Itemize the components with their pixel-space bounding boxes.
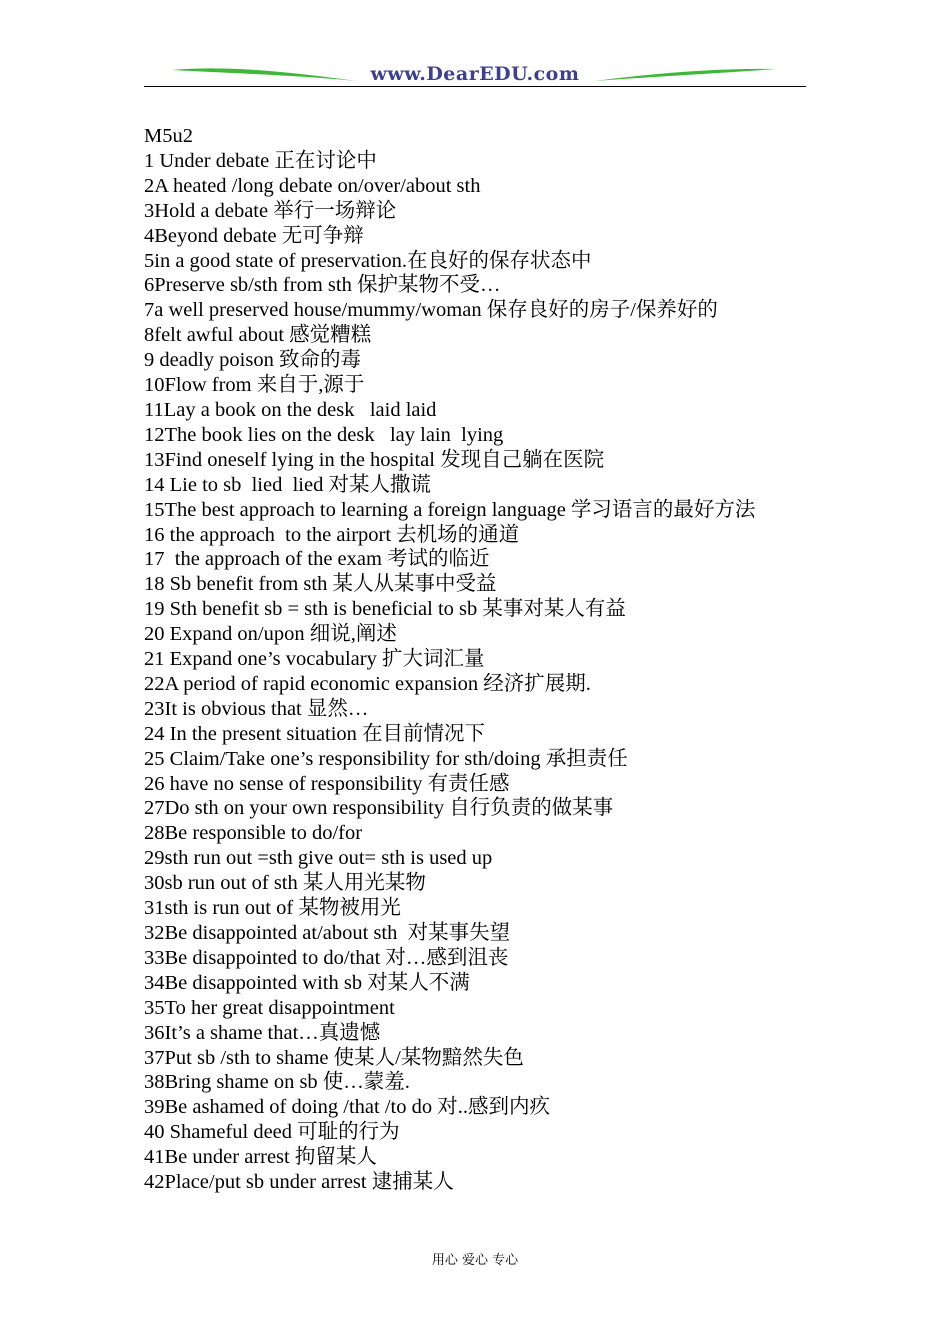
- list-item: 33Be disappointed to do/that 对…感到沮丧: [144, 946, 509, 969]
- list-item: 3Hold a debate 举行一场辩论: [144, 199, 397, 222]
- list-item: 38Bring shame on sb 使…蒙羞.: [144, 1071, 410, 1094]
- header-divider: [144, 86, 806, 87]
- page-footer: 用心 爱心 专心: [431, 1253, 519, 1268]
- list-item: 10Flow from 来自于,源于: [144, 374, 365, 397]
- list-item: 26 have no sense of responsibility 有责任感: [144, 772, 510, 795]
- list-item: 29sth run out =sth give out= sth is used up: [144, 847, 493, 870]
- list-item: 34Be disappointed with sb 对某人不满: [144, 971, 470, 994]
- list-item: 17 the approach of the exam 考试的临近: [144, 548, 490, 571]
- page-header: [144, 62, 806, 90]
- list-item: 41Be under arrest 拘留某人: [144, 1146, 377, 1169]
- list-item: 27Do sth on your own responsibility 自行负责的做某事: [144, 797, 614, 820]
- list-item: 13Find oneself lying in the hospital 发现自己躺在医院: [144, 448, 605, 471]
- vocabulary-list: [144, 124, 806, 1195]
- list-item: 1 Under debate 正在讨论中: [144, 149, 377, 172]
- list-item: 21 Expand one’s vocabulary 扩大词汇量: [144, 648, 485, 671]
- list-item: 39Be ashamed of doing /that /to do 对..感到内疚: [144, 1096, 550, 1119]
- list-item: 14 Lie to sb lied lied 对某人撒谎: [144, 473, 431, 496]
- list-item: 24 In the present situation 在目前情况下: [144, 722, 486, 745]
- list-item: 15The best approach to learning a foreign language 学习语言的最好方法: [144, 498, 756, 521]
- list-item: 9 deadly poison 致命的毒: [144, 349, 361, 372]
- list-item: 23It is obvious that 显然…: [144, 697, 369, 720]
- list-item: 42Place/put sb under arrest 逮捕某人: [144, 1171, 454, 1194]
- list-item: 35To her great disappointment: [144, 996, 395, 1019]
- list-item: 30sb run out of sth 某人用光某物: [144, 872, 426, 895]
- list-item: 25 Claim/Take one’s responsibility for sth/doing 承担责任: [144, 747, 628, 770]
- list-item: 18 Sb benefit from sth 某人从某事中受益: [144, 573, 497, 596]
- list-item: 11Lay a book on the desk laid laid: [144, 398, 437, 421]
- list-item: 37Put sb /sth to shame 使某人/某物黯然失色: [144, 1046, 524, 1069]
- list-item: 16 the approach to the airport 去机场的通道: [144, 523, 520, 546]
- list-item: 31sth is run out of 某物被用光: [144, 897, 401, 920]
- list-item: 36It’s a shame that…真遗憾: [144, 1021, 381, 1044]
- list-item: 2A heated /long debate on/over/about sth: [144, 174, 481, 197]
- list-item: 40 Shameful deed 可耻的行为: [144, 1121, 400, 1144]
- list-item: 28Be responsible to do/for: [144, 822, 363, 845]
- list-item: 7a well preserved house/mummy/woman 保存良好的房子/保养好的: [144, 299, 718, 322]
- list-item: 4Beyond debate 无可争辩: [144, 224, 364, 247]
- site-logo[interactable]: www.DearEDU.com: [370, 63, 580, 85]
- list-item: 8felt awful about 感觉糟糕: [144, 324, 372, 347]
- list-item: 6Preserve sb/sth from sth 保护某物不受…: [144, 274, 501, 297]
- list-item: 32Be disappointed at/about sth 对某事失望: [144, 922, 511, 944]
- list-item: 22A period of rapid economic expansion 经济扩展期.: [144, 672, 591, 695]
- list-item: 19 Sth benefit sb = sth is beneficial to sb 某事对某人有益: [144, 598, 626, 621]
- list-item: 20 Expand on/upon 细说,阐述: [144, 623, 397, 646]
- list-item: 5in a good state of preservation.在良好的保存状态中: [144, 249, 592, 272]
- list-item: 12The book lies on the desk lay lain lying: [144, 423, 504, 446]
- document-title: M5u2: [144, 125, 193, 147]
